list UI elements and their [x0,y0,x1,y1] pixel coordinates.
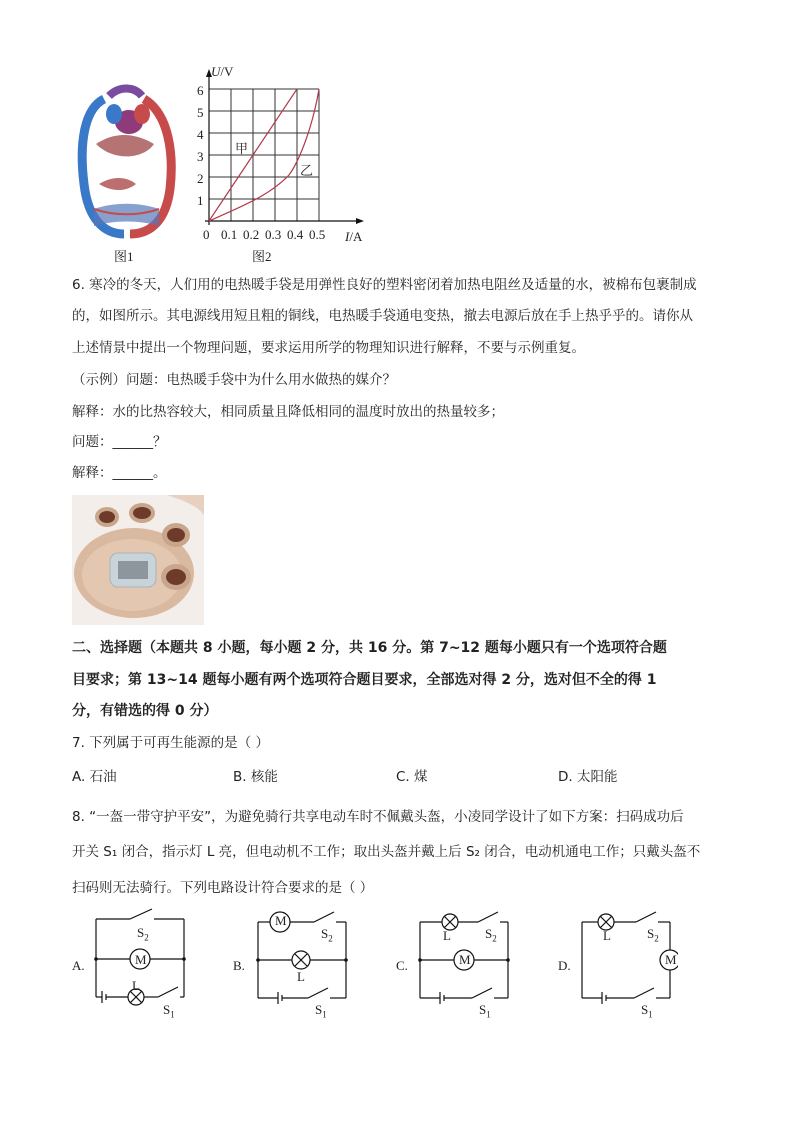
curve-label-jia: 甲 [235,141,249,156]
x-tick: 0.4 [287,227,304,242]
figure1-heart-illustration [74,84,180,249]
circuit-d[interactable] [578,910,678,1025]
circuit-b-s1-label: $S_1$ [315,1002,327,1020]
hand-warmer-photo [72,495,204,625]
q6-question-blank[interactable]: 问题：______？ [72,434,167,450]
q8-option-c-letter[interactable]: C. [396,958,408,973]
circuit-c-lamp-label: L [443,928,451,943]
section2-heading-line1: 二、选择题（本题共 8 小题，每小题 2 分，共 16 分。第 7~12 题每小题只有一个选项符合题 [72,640,667,656]
circuit-a-s1-label: $S_1$ [163,1002,175,1020]
q6-line3: 上述情景中提出一个物理问题，要求运用所学的物理知识进行解释，不要与示例重复。 [72,340,585,356]
x-axis-label: I/A [345,229,363,244]
circuit-d-lamp-label: L [603,928,611,943]
circuit-c-motor-label: M [459,952,471,967]
q8-option-d-letter[interactable]: D. [558,958,571,973]
figure2-ui-graph [195,65,375,245]
figure1-caption: 图1 [114,249,134,264]
q6-line2: 的，如图所示。其电源线用短且粗的铜线，电热暖手袋通电变热，撤去电源后放在手上热乎乎的。请你从 [72,308,693,324]
q7-option-d[interactable]: D. 太阳能 [558,769,618,785]
circuit-a-s2-label: $S_2$ [137,925,149,943]
circuit-b-lamp-label: L [297,969,305,984]
q6-example-question: （示例）问题：电热暖手袋中为什么用水做热的媒介？ [72,372,396,388]
circuit-a-motor-label: M [135,952,147,967]
q8-option-a-letter[interactable]: A. [72,958,85,973]
circuit-b[interactable] [254,910,354,1025]
x-tick: 0 [203,227,210,242]
q8-line3: 扫码则无法骑行。下列电路设计符合要求的是（ ） [72,880,374,896]
x-tick: 0.1 [221,227,238,242]
y-tick: 3 [197,149,204,164]
y-axis-label: U/V [211,64,234,79]
q7-option-c[interactable]: C. 煤 [396,769,428,785]
circuit-d-motor-label: M [665,952,677,967]
x-axis-arrow [356,218,364,224]
q7-option-a[interactable]: A. 石油 [72,769,117,785]
q8-line1: 8. “一盔一带守护平安”，为避免骑行共享电动车时不佩戴头盔，小凌同学设计了如下方案：扫码成功后 [72,809,684,825]
circuit-d-s1-label: $S_1$ [641,1002,653,1020]
q8-option-b-letter[interactable]: B. [233,958,245,973]
y-tick: 1 [197,193,204,208]
x-tick: 0.2 [243,227,260,242]
q7-stem: 7. 下列属于可再生能源的是（ ） [72,735,269,751]
circuit-b-motor-label: M [275,913,287,928]
circuit-d-s2-label: $S_2$ [647,926,659,944]
q6-line1: 6. 寒冷的冬天，人们用的电热暖手袋是用弹性良好的塑料密闭着加热电阻丝及适量的水，被棉布包裹制成 [72,277,697,293]
q6-example-answer: 解释：水的比热容较大，相同质量且降低相同的温度时放出的热量较多； [72,404,504,420]
curve-label-yi: 乙 [300,163,314,178]
x-tick: 0.3 [265,227,282,242]
x-tick: 0.5 [309,227,326,242]
q7-option-b[interactable]: B. 核能 [233,769,278,785]
y-tick: 2 [197,171,204,186]
y-tick: 4 [197,127,204,142]
section2-heading-line3: 分，有错选的得 0 分） [72,703,218,719]
circuit-a-lamp-label: L [132,978,140,993]
y-tick: 6 [197,83,204,98]
q6-answer-blank[interactable]: 解释：______。 [72,465,167,481]
section2-heading-line2: 目要求；第 13~14 题每小题有两个选项符合题目要求，全部选对得 2 分，选对但不全的得 1 [72,672,657,688]
figure2-caption: 图2 [252,249,272,264]
circuit-c-s2-label: $S_2$ [485,926,497,944]
y-tick: 5 [197,105,204,120]
circuit-b-s2-label: $S_2$ [321,926,333,944]
circuit-c-s1-label: $S_1$ [479,1002,491,1020]
q8-line2: 开关 S₁ 闭合，指示灯 L 亮，但电动机不工作；取出头盔并戴上后 S₂ 闭合，电动机通电工作；只戴头盔不 [72,844,701,860]
